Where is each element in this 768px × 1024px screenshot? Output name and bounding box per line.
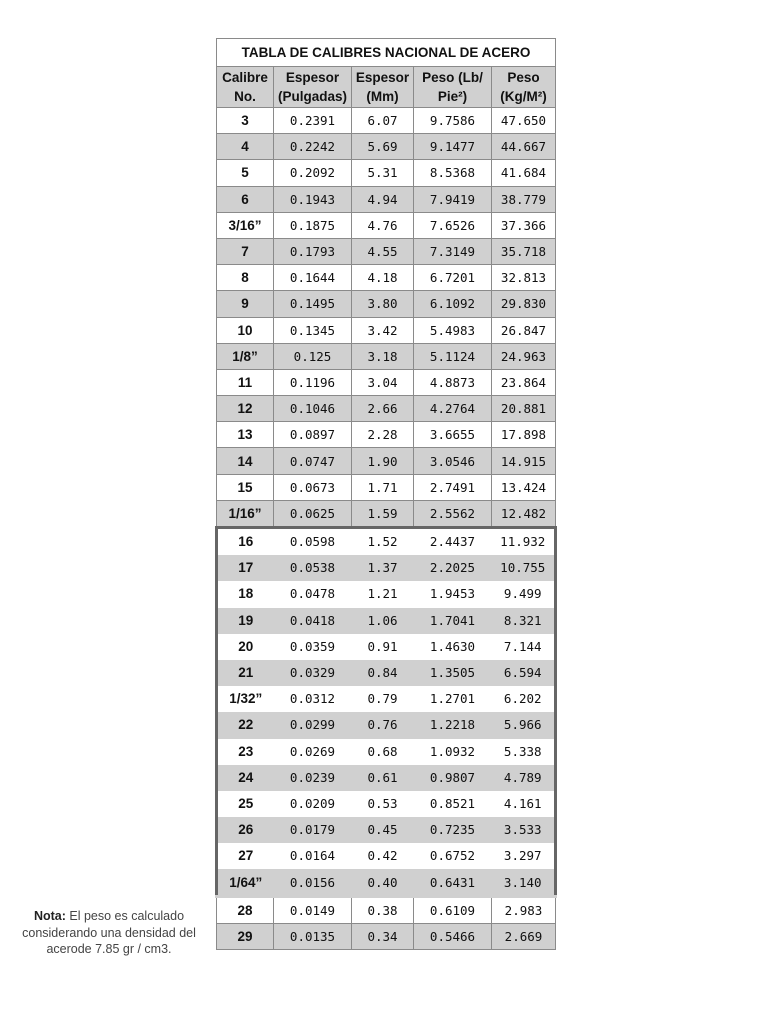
cell-weight-lb-ft2: 1.7041 (414, 607, 492, 633)
cell-thickness-inches: 0.0747 (274, 448, 352, 474)
cell-thickness-mm: 0.34 (352, 923, 414, 949)
cell-weight-lb-ft2: 2.2025 (414, 555, 492, 581)
cell-thickness-mm: 4.76 (352, 212, 414, 238)
cell-thickness-inches: 0.0538 (274, 555, 352, 581)
cell-thickness-inches: 0.0164 (274, 843, 352, 869)
cell-weight-kg-m2: 26.847 (492, 317, 556, 343)
cell-gauge-number: 3 (217, 108, 274, 134)
cell-thickness-mm: 1.21 (352, 581, 414, 607)
table-row (217, 265, 556, 291)
cell-thickness-mm: 4.55 (352, 238, 414, 264)
cell-thickness-inches: 0.0625 (274, 500, 352, 527)
cell-gauge-number: 22 (217, 712, 274, 738)
cell-thickness-mm: 2.28 (352, 422, 414, 448)
cell-thickness-inches: 0.0312 (274, 686, 352, 712)
cell-thickness-inches: 0.1345 (274, 317, 352, 343)
cell-thickness-inches: 0.0329 (274, 659, 352, 685)
cell-thickness-inches: 0.0418 (274, 607, 352, 633)
table-row (217, 422, 556, 448)
cell-weight-kg-m2: 6.202 (492, 686, 556, 712)
cell-thickness-inches: 0.1793 (274, 238, 352, 264)
cell-weight-lb-ft2: 2.4437 (414, 528, 492, 555)
cell-thickness-inches: 0.0299 (274, 712, 352, 738)
cell-weight-kg-m2: 9.499 (492, 581, 556, 607)
cell-weight-kg-m2: 3.140 (492, 869, 556, 896)
cell-weight-lb-ft2: 9.1477 (414, 134, 492, 160)
cell-weight-lb-ft2: 3.0546 (414, 448, 492, 474)
cell-gauge-number: 26 (217, 817, 274, 843)
cell-thickness-mm: 1.71 (352, 474, 414, 500)
cell-gauge-number: 12 (217, 396, 274, 422)
table-row (217, 923, 556, 949)
cell-gauge-number: 23 (217, 738, 274, 764)
header-thickness-inches: Espesor (Pulgadas) (274, 67, 352, 108)
cell-thickness-inches: 0.1875 (274, 212, 352, 238)
cell-thickness-mm: 0.42 (352, 843, 414, 869)
cell-thickness-inches: 0.2092 (274, 160, 352, 186)
cell-thickness-mm: 1.90 (352, 448, 414, 474)
cell-weight-kg-m2: 17.898 (492, 422, 556, 448)
cell-weight-kg-m2: 32.813 (492, 265, 556, 291)
cell-weight-kg-m2: 3.533 (492, 817, 556, 843)
cell-thickness-mm: 4.18 (352, 265, 414, 291)
table-row (217, 291, 556, 317)
cell-weight-lb-ft2: 1.2218 (414, 712, 492, 738)
table-row (217, 607, 556, 633)
cell-weight-lb-ft2: 4.8873 (414, 369, 492, 395)
table-row (217, 817, 556, 843)
table-row (217, 396, 556, 422)
steel-gauge-table (215, 38, 557, 950)
table-row (217, 790, 556, 816)
cell-weight-kg-m2: 4.161 (492, 790, 556, 816)
cell-thickness-inches: 0.0149 (274, 896, 352, 923)
cell-gauge-number: 13 (217, 422, 274, 448)
cell-gauge-number: 19 (217, 607, 274, 633)
cell-weight-lb-ft2: 6.7201 (414, 265, 492, 291)
table-row (217, 317, 556, 343)
cell-thickness-inches: 0.1644 (274, 265, 352, 291)
table-row (217, 448, 556, 474)
cell-thickness-mm: 5.31 (352, 160, 414, 186)
table-row (217, 343, 556, 369)
cell-thickness-inches: 0.0269 (274, 738, 352, 764)
header-row (217, 67, 556, 108)
footnote-text: El peso es calculado considerando una densidad del acerode 7.85 gr / cm3. (22, 909, 196, 956)
table-row (217, 474, 556, 500)
cell-thickness-mm: 1.37 (352, 555, 414, 581)
cell-weight-lb-ft2: 1.3505 (414, 659, 492, 685)
cell-weight-kg-m2: 44.667 (492, 134, 556, 160)
cell-gauge-number: 9 (217, 291, 274, 317)
cell-thickness-mm: 1.06 (352, 607, 414, 633)
cell-weight-kg-m2: 37.366 (492, 212, 556, 238)
cell-thickness-mm: 0.91 (352, 633, 414, 659)
cell-weight-lb-ft2: 1.9453 (414, 581, 492, 607)
cell-weight-lb-ft2: 5.1124 (414, 343, 492, 369)
cell-thickness-inches: 0.2242 (274, 134, 352, 160)
cell-gauge-number: 1/8” (217, 343, 274, 369)
cell-gauge-number: 21 (217, 659, 274, 685)
table-row (217, 369, 556, 395)
cell-weight-kg-m2: 23.864 (492, 369, 556, 395)
cell-gauge-number: 4 (217, 134, 274, 160)
cell-weight-kg-m2: 5.966 (492, 712, 556, 738)
table-row (217, 108, 556, 134)
table-row (217, 528, 556, 555)
cell-thickness-inches: 0.0478 (274, 581, 352, 607)
cell-weight-kg-m2: 41.684 (492, 160, 556, 186)
cell-thickness-mm: 1.52 (352, 528, 414, 555)
cell-gauge-number: 25 (217, 790, 274, 816)
cell-weight-kg-m2: 8.321 (492, 607, 556, 633)
cell-weight-kg-m2: 20.881 (492, 396, 556, 422)
cell-weight-lb-ft2: 7.9419 (414, 186, 492, 212)
cell-thickness-mm: 6.07 (352, 108, 414, 134)
cell-weight-kg-m2: 47.650 (492, 108, 556, 134)
cell-thickness-mm: 0.53 (352, 790, 414, 816)
cell-thickness-mm: 1.59 (352, 500, 414, 527)
table-row (217, 738, 556, 764)
cell-gauge-number: 7 (217, 238, 274, 264)
cell-gauge-number: 14 (217, 448, 274, 474)
cell-thickness-mm: 2.66 (352, 396, 414, 422)
cell-weight-kg-m2: 3.297 (492, 843, 556, 869)
table-body (217, 108, 556, 950)
cell-gauge-number: 1/16” (217, 500, 274, 527)
cell-weight-kg-m2: 12.482 (492, 500, 556, 527)
cell-weight-kg-m2: 29.830 (492, 291, 556, 317)
cell-gauge-number: 18 (217, 581, 274, 607)
cell-gauge-number: 1/64” (217, 869, 274, 896)
cell-weight-lb-ft2: 4.2764 (414, 396, 492, 422)
cell-thickness-inches: 0.0897 (274, 422, 352, 448)
cell-thickness-inches: 0.0359 (274, 633, 352, 659)
cell-weight-lb-ft2: 0.9807 (414, 764, 492, 790)
cell-thickness-inches: 0.0209 (274, 790, 352, 816)
cell-weight-lb-ft2: 7.3149 (414, 238, 492, 264)
cell-thickness-mm: 0.79 (352, 686, 414, 712)
header-gauge-number: Calibre No. (217, 67, 274, 108)
cell-gauge-number: 8 (217, 265, 274, 291)
table-row (217, 500, 556, 527)
cell-weight-lb-ft2: 0.8521 (414, 790, 492, 816)
header-weight-kg-m2: Peso (Kg/M²) (492, 67, 556, 108)
cell-thickness-inches: 0.1046 (274, 396, 352, 422)
cell-gauge-number: 5 (217, 160, 274, 186)
cell-gauge-number: 15 (217, 474, 274, 500)
cell-gauge-number: 3/16” (217, 212, 274, 238)
table-row (217, 896, 556, 923)
cell-weight-lb-ft2: 8.5368 (414, 160, 492, 186)
table-row (217, 659, 556, 685)
footnote (14, 908, 204, 958)
cell-gauge-number: 20 (217, 633, 274, 659)
table-row (217, 134, 556, 160)
table-row (217, 160, 556, 186)
cell-gauge-number: 16 (217, 528, 274, 555)
cell-weight-lb-ft2: 5.4983 (414, 317, 492, 343)
table-row (217, 764, 556, 790)
cell-weight-kg-m2: 10.755 (492, 555, 556, 581)
cell-gauge-number: 6 (217, 186, 274, 212)
cell-thickness-mm: 0.84 (352, 659, 414, 685)
cell-weight-kg-m2: 2.669 (492, 923, 556, 949)
header-thickness-mm: Espesor (Mm) (352, 67, 414, 108)
table-row (217, 869, 556, 896)
table-row (217, 581, 556, 607)
cell-gauge-number: 24 (217, 764, 274, 790)
cell-weight-lb-ft2: 6.1092 (414, 291, 492, 317)
cell-thickness-inches: 0.0239 (274, 764, 352, 790)
table-row (217, 186, 556, 212)
cell-weight-lb-ft2: 3.6655 (414, 422, 492, 448)
cell-weight-lb-ft2: 0.7235 (414, 817, 492, 843)
table-row (217, 212, 556, 238)
table-row (217, 238, 556, 264)
cell-thickness-mm: 0.38 (352, 896, 414, 923)
cell-thickness-inches: 0.1943 (274, 186, 352, 212)
cell-weight-kg-m2: 14.915 (492, 448, 556, 474)
cell-thickness-mm: 4.94 (352, 186, 414, 212)
cell-weight-lb-ft2: 1.0932 (414, 738, 492, 764)
cell-weight-lb-ft2: 2.5562 (414, 500, 492, 527)
cell-weight-lb-ft2: 9.7586 (414, 108, 492, 134)
header-weight-lb-ft2: Peso (Lb/ Pie²) (414, 67, 492, 108)
cell-thickness-inches: 0.125 (274, 343, 352, 369)
table-title: TABLA DE CALIBRES NACIONAL DE ACERO (217, 39, 556, 67)
cell-gauge-number: 10 (217, 317, 274, 343)
cell-thickness-mm: 5.69 (352, 134, 414, 160)
cell-weight-kg-m2: 7.144 (492, 633, 556, 659)
cell-thickness-mm: 0.45 (352, 817, 414, 843)
cell-weight-kg-m2: 38.779 (492, 186, 556, 212)
cell-thickness-inches: 0.0135 (274, 923, 352, 949)
cell-weight-lb-ft2: 0.6431 (414, 869, 492, 896)
footnote-label: Nota: (33, 909, 66, 923)
cell-gauge-number: 29 (217, 923, 274, 949)
table-row (217, 686, 556, 712)
cell-thickness-inches: 0.0673 (274, 474, 352, 500)
cell-thickness-inches: 0.1196 (274, 369, 352, 395)
cell-gauge-number: 11 (217, 369, 274, 395)
table-row (217, 555, 556, 581)
cell-thickness-mm: 3.04 (352, 369, 414, 395)
cell-weight-kg-m2: 4.789 (492, 764, 556, 790)
cell-thickness-inches: 0.2391 (274, 108, 352, 134)
cell-weight-kg-m2: 35.718 (492, 238, 556, 264)
cell-thickness-mm: 3.80 (352, 291, 414, 317)
cell-gauge-number: 27 (217, 843, 274, 869)
cell-thickness-mm: 0.40 (352, 869, 414, 896)
cell-gauge-number: 1/32” (217, 686, 274, 712)
cell-weight-lb-ft2: 1.2701 (414, 686, 492, 712)
cell-weight-lb-ft2: 0.6752 (414, 843, 492, 869)
cell-thickness-inches: 0.0598 (274, 528, 352, 555)
cell-gauge-number: 17 (217, 555, 274, 581)
cell-thickness-mm: 0.61 (352, 764, 414, 790)
cell-weight-lb-ft2: 0.6109 (414, 896, 492, 923)
cell-thickness-mm: 3.18 (352, 343, 414, 369)
cell-weight-lb-ft2: 2.7491 (414, 474, 492, 500)
cell-weight-kg-m2: 13.424 (492, 474, 556, 500)
cell-thickness-mm: 0.68 (352, 738, 414, 764)
cell-weight-lb-ft2: 0.5466 (414, 923, 492, 949)
table-row (217, 712, 556, 738)
cell-weight-kg-m2: 5.338 (492, 738, 556, 764)
cell-weight-kg-m2: 24.963 (492, 343, 556, 369)
cell-thickness-inches: 0.0179 (274, 817, 352, 843)
cell-weight-kg-m2: 6.594 (492, 659, 556, 685)
cell-weight-lb-ft2: 1.4630 (414, 633, 492, 659)
cell-thickness-mm: 3.42 (352, 317, 414, 343)
cell-weight-kg-m2: 11.932 (492, 528, 556, 555)
table-row (217, 843, 556, 869)
cell-thickness-inches: 0.1495 (274, 291, 352, 317)
cell-weight-kg-m2: 2.983 (492, 896, 556, 923)
cell-thickness-inches: 0.0156 (274, 869, 352, 896)
table-row (217, 633, 556, 659)
cell-gauge-number: 28 (217, 896, 274, 923)
cell-thickness-mm: 0.76 (352, 712, 414, 738)
cell-weight-lb-ft2: 7.6526 (414, 212, 492, 238)
